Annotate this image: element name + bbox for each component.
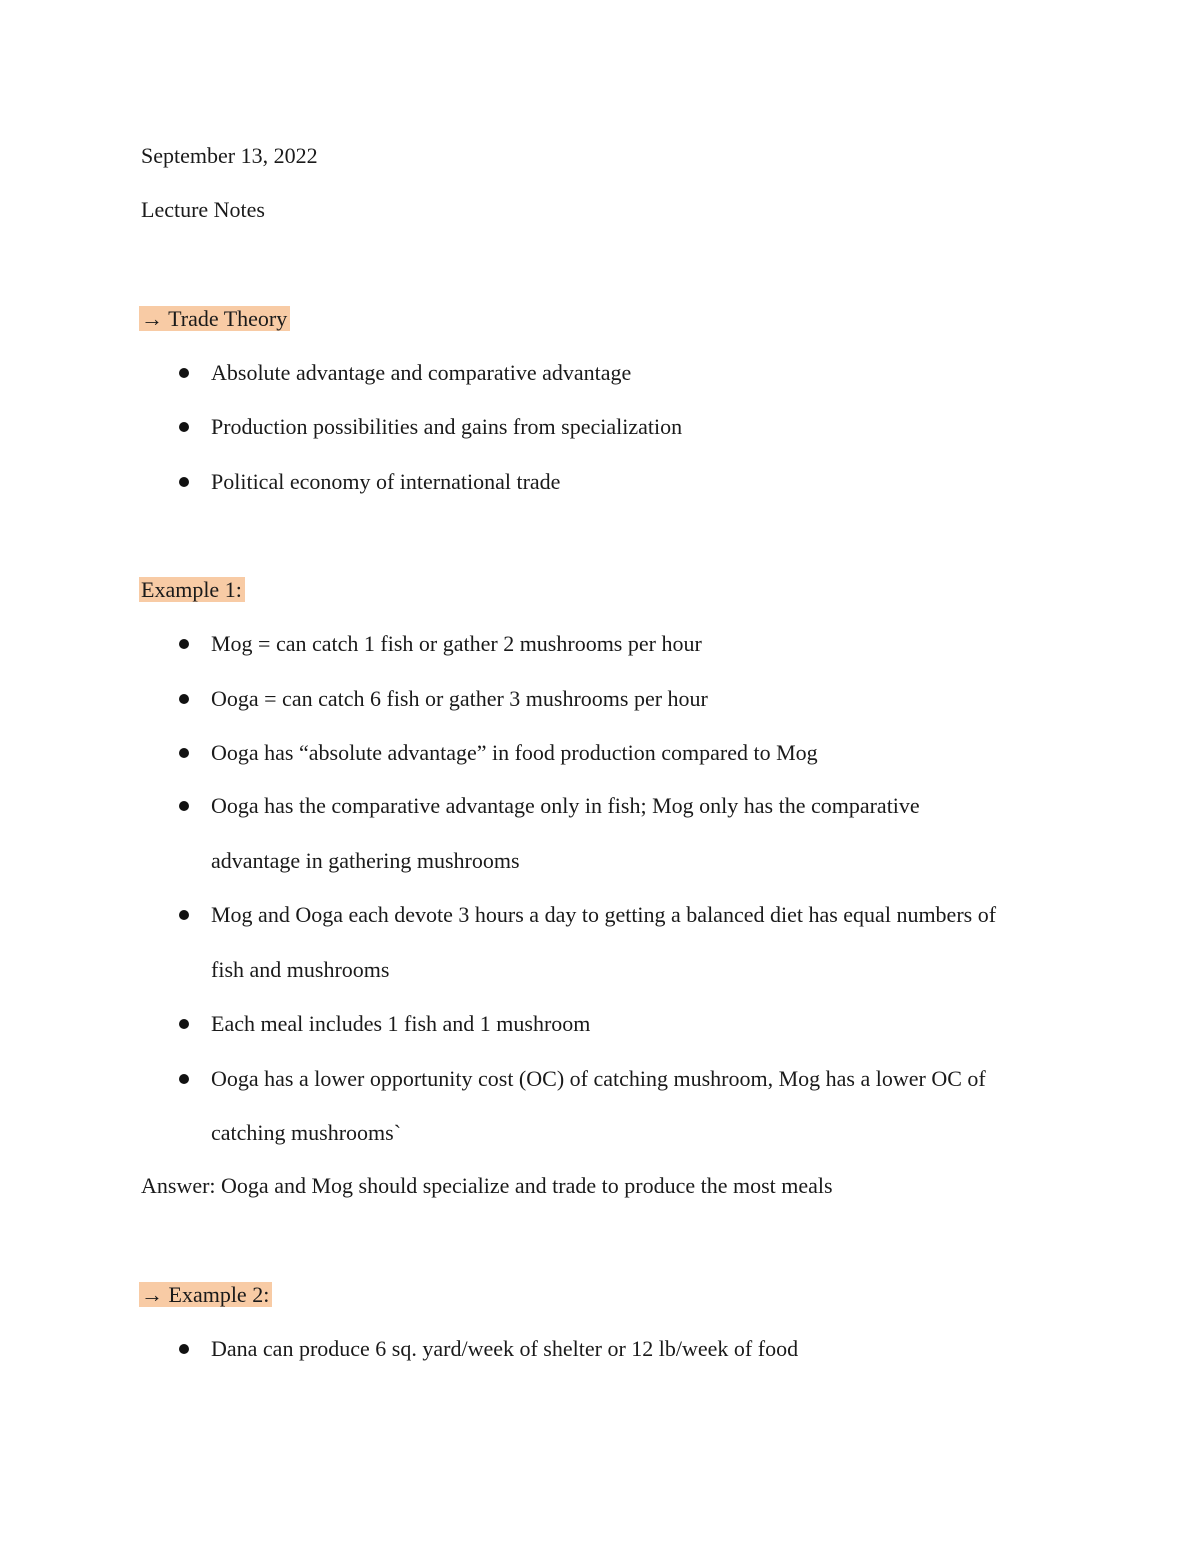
bullet-icon	[179, 1344, 189, 1354]
bullet-icon	[179, 801, 189, 811]
date-line: September 13, 2022	[141, 143, 318, 168]
answer-line: Answer: Ooga and Mog should specialize and trade to produce the most meals	[141, 1173, 833, 1198]
list-item: Each meal includes 1 fish and 1 mushroom	[211, 1011, 591, 1036]
list-item: Production possibilities and gains from specialization	[211, 414, 683, 439]
highlighted-heading: → Trade Theory	[139, 306, 290, 331]
highlighted-heading: → Example 2:	[139, 1282, 272, 1307]
bullet-icon	[179, 1019, 189, 1029]
list-item: Mog and Ooga each devote 3 hours a day to getting a balanced diet has equal numbers of	[211, 902, 997, 927]
subtitle-line: Lecture Notes	[141, 197, 265, 222]
bullet-icon	[179, 368, 189, 378]
list-item: Ooga has the comparative advantage only in fish; Mog only has the comparative	[211, 793, 920, 818]
list-item: Absolute advantage and comparative advantage	[211, 360, 632, 385]
bullet-icon	[179, 910, 189, 920]
list-item: Ooga has a lower opportunity cost (OC) of catching mushroom, Mog has a lower OC of	[211, 1066, 986, 1091]
bullet-icon	[179, 422, 189, 432]
highlighted-heading: Example 1:	[139, 577, 245, 602]
section-heading-example-1	[141, 575, 245, 605]
bullet-icon	[179, 639, 189, 649]
list-item-continuation: catching mushrooms`	[211, 1120, 402, 1145]
bullet-icon	[179, 477, 189, 487]
list-item-continuation: advantage in gathering mushrooms	[211, 848, 520, 873]
list-item: Ooga has “absolute advantage” in food production compared to Mog	[211, 740, 818, 765]
list-item: Political economy of international trade	[211, 469, 561, 494]
list-item: Dana can produce 6 sq. yard/week of shelter or 12 lb/week of food	[211, 1336, 799, 1361]
list-item: Ooga = can catch 6 fish or gather 3 mushrooms per hour	[211, 686, 708, 711]
bullet-icon	[179, 694, 189, 704]
section-heading-trade-theory	[141, 304, 290, 334]
bullet-icon	[179, 748, 189, 758]
section-heading-example-2	[141, 1280, 272, 1310]
bullet-icon	[179, 1074, 189, 1084]
list-item: Mog = can catch 1 fish or gather 2 mushrooms per hour	[211, 631, 702, 656]
list-item-continuation: fish and mushrooms	[211, 957, 390, 982]
